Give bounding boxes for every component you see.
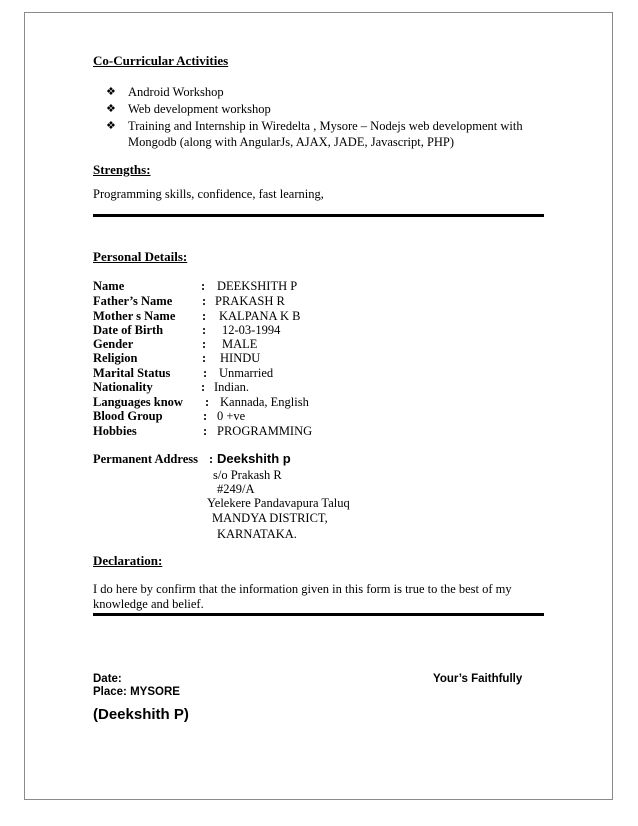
- detail-label: Father’s Name: [93, 294, 173, 308]
- list-item: [106, 118, 538, 150]
- detail-label: Name: [93, 279, 125, 293]
- detail-value: DEEKSHITH P: [217, 279, 298, 293]
- detail-value: Kannada, English: [220, 395, 309, 409]
- detail-label: Religion: [93, 351, 138, 365]
- strengths-text: Programming skills, confidence, fast learning,: [93, 187, 324, 201]
- declaration-text-line2: knowledge and belief.: [93, 597, 204, 611]
- detail-value: MALE: [222, 337, 258, 351]
- place-label: Place: MYSORE: [93, 686, 180, 698]
- diamond-bullet-icon: ❖: [106, 103, 116, 115]
- detail-label: Blood Group: [93, 409, 163, 423]
- detail-value: PRAKASH R: [215, 294, 285, 308]
- detail-value: Unmarried: [219, 366, 274, 380]
- list-item-text: Web development workshop: [128, 102, 271, 116]
- detail-value: KALPANA K B: [219, 309, 301, 323]
- detail-value: HINDU: [220, 351, 261, 365]
- closing-text: Your’s Faithfully: [433, 673, 523, 685]
- detail-label: Languages know: [93, 395, 183, 409]
- strengths-heading: Strengths:: [93, 162, 151, 177]
- declaration-heading: Declaration:: [93, 553, 163, 568]
- address-line: #249/A: [217, 482, 255, 496]
- detail-colon: :: [203, 366, 208, 380]
- detail-label: Marital Status: [93, 366, 171, 380]
- signature-name: (Deekshith P): [93, 706, 189, 723]
- detail-colon: :: [202, 351, 207, 365]
- personal-details-heading: Personal Details:: [93, 249, 188, 264]
- detail-colon: :: [202, 309, 207, 323]
- detail-colon: :: [205, 395, 210, 409]
- permanent-address-label: Permanent Address: [93, 452, 198, 466]
- address-line: Yelekere Pandavapura Taluq: [207, 496, 350, 510]
- detail-colon: :: [203, 409, 208, 423]
- detail-colon: :: [202, 294, 207, 308]
- list-item-text: Android Workshop: [128, 85, 224, 99]
- detail-label: Nationality: [93, 380, 153, 394]
- date-label: Date:: [93, 673, 122, 685]
- permanent-address-colon: :: [209, 452, 214, 466]
- address-line: MANDYA DISTRICT,: [212, 511, 328, 525]
- list-item: [106, 101, 546, 117]
- declaration-text-line1: I do here by confirm that the information given in this form is true to the best of my: [93, 582, 512, 596]
- section-divider: [93, 214, 544, 217]
- diamond-bullet-icon: ❖: [106, 86, 116, 98]
- detail-label: Mother s Name: [93, 309, 176, 323]
- diamond-bullet-icon: ❖: [106, 120, 116, 132]
- detail-colon: :: [201, 380, 206, 394]
- detail-label: Hobbies: [93, 424, 137, 438]
- co-curricular-heading: Co-Curricular Activities: [93, 53, 229, 68]
- address-line: s/o Prakash R: [213, 468, 282, 482]
- detail-value: Indian.: [214, 380, 250, 394]
- detail-value: PROGRAMMING: [217, 424, 313, 438]
- list-item-text: Training and Internship in Wiredelta , Mysore – Nodejs web development with Mongodb (along with AngularJs, AJAX, JADE, Javascript, PHP): [128, 119, 523, 149]
- detail-colon: :: [201, 279, 206, 293]
- address-line: KARNATAKA.: [217, 527, 297, 541]
- detail-colon: :: [203, 424, 208, 438]
- detail-label: Gender: [93, 337, 134, 351]
- list-item: [106, 84, 546, 100]
- permanent-address-name: Deekshith p: [217, 451, 291, 466]
- detail-colon: :: [202, 323, 207, 337]
- section-divider: [93, 613, 544, 616]
- detail-label: Date of Birth: [93, 323, 164, 337]
- detail-colon: :: [202, 337, 207, 351]
- co-curricular-list: [106, 84, 546, 150]
- detail-value: 12-03-1994: [222, 323, 281, 337]
- detail-value: 0 +ve: [217, 409, 246, 423]
